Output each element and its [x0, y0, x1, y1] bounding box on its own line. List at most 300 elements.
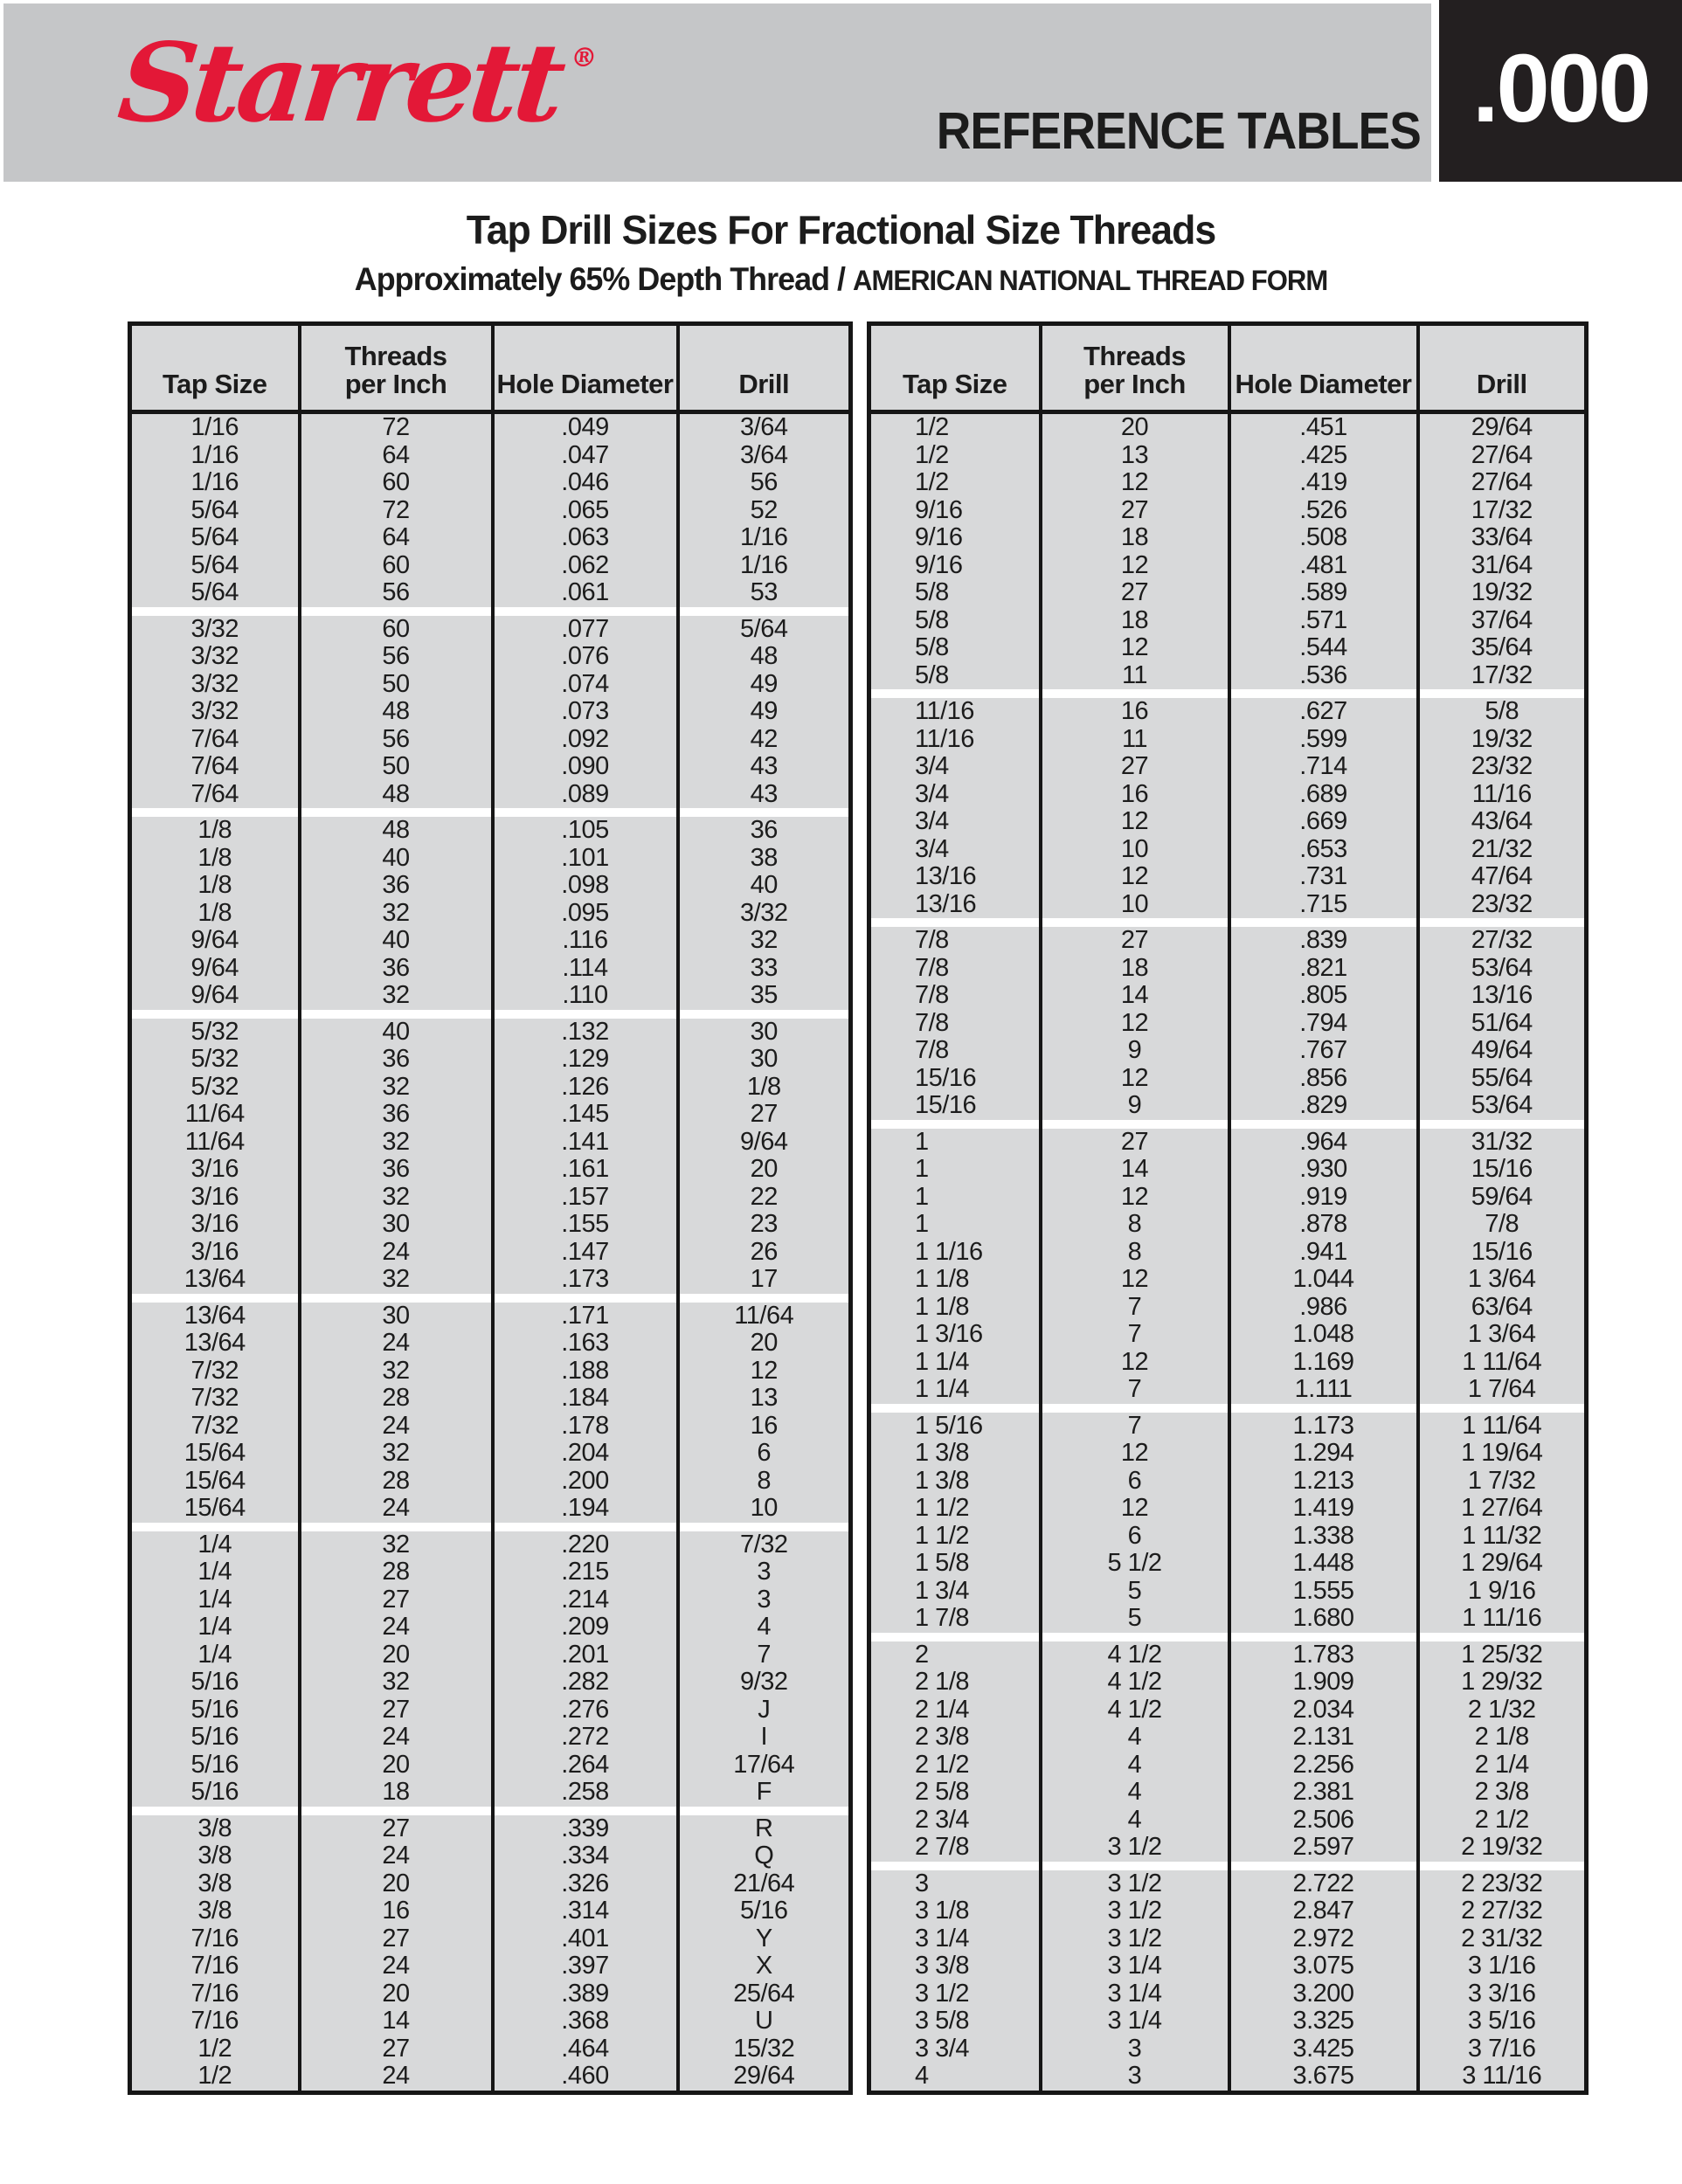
table-cell: 3 3/16	[1418, 1980, 1587, 2008]
table-cell: 1/16	[190, 413, 239, 442]
table-row	[869, 497, 1587, 525]
table-cell: .460	[493, 2063, 678, 2092]
table-row	[869, 1779, 1587, 1807]
table-cell: 1.338	[1229, 1523, 1418, 1551]
group-separator-cell	[869, 1404, 1041, 1413]
table-cell: 3 11/16	[1418, 2063, 1587, 2092]
table-cell: .163	[493, 1330, 678, 1358]
table-cell: 36	[678, 817, 851, 845]
table-cell: .076	[493, 643, 678, 671]
table-cell: 3 1/2	[1041, 1834, 1229, 1862]
table-cell: .105	[493, 817, 678, 845]
group-separator-cell	[130, 1294, 300, 1303]
table-row	[130, 900, 851, 928]
group-separator-cell	[1418, 1862, 1587, 1870]
table-cell: 16	[1041, 698, 1229, 726]
table-cell: .062	[493, 552, 678, 580]
table-cell: 7/64	[190, 780, 239, 808]
table-row	[130, 671, 851, 699]
column-header: Tap Size	[130, 324, 300, 412]
table-row	[130, 753, 851, 781]
table-cell: 11	[1041, 726, 1229, 754]
table-cell: 30	[678, 1019, 851, 1047]
table-cell: 36	[300, 1156, 493, 1184]
group-separator-cell	[1418, 689, 1587, 698]
group-separator-cell	[1418, 1404, 1587, 1413]
table-cell: 3/16	[190, 1211, 239, 1239]
table-cell: 19/32	[1418, 579, 1587, 607]
table-cell: .805	[1229, 982, 1418, 1010]
table-cell: 1.048	[1229, 1321, 1418, 1349]
table-row	[130, 1870, 851, 1898]
table-cell: 3/4	[915, 835, 949, 863]
table-cell: .178	[493, 1413, 678, 1441]
table-cell: 1/2	[915, 413, 949, 442]
group-separator-cell	[493, 607, 678, 616]
table-cell: 18	[1041, 955, 1229, 983]
table-cell: .829	[1229, 1092, 1418, 1120]
table-cell: 28	[300, 1468, 493, 1496]
table-cell: 1	[915, 1183, 929, 1211]
table-cell: 5/8	[915, 634, 949, 662]
tab-code-box	[1439, 0, 1682, 182]
table-cell: 18	[1041, 524, 1229, 552]
subtitle-caps: AMERICAN NATIONAL THREAD FORM	[853, 265, 1328, 296]
table-cell: 5	[1041, 1578, 1229, 1606]
table-cell: .401	[493, 1925, 678, 1953]
table-row	[130, 442, 851, 470]
table-cell: .276	[493, 1697, 678, 1724]
table-cell: .209	[493, 1614, 678, 1641]
table-cell: 8	[1041, 1239, 1229, 1267]
table-cell: .201	[493, 1641, 678, 1669]
table-cell: 3/32	[190, 643, 239, 671]
table-cell: 12	[1041, 469, 1229, 497]
table-cell: 3 1/4	[1041, 1980, 1229, 2008]
group-separator	[130, 1294, 851, 1303]
table-cell: 13/64	[183, 1302, 246, 1330]
table-cell: 29/64	[1418, 412, 1587, 442]
table-cell: 24	[300, 1413, 493, 1441]
table-cell: 1 1/2	[915, 1522, 969, 1550]
table-row	[130, 1752, 851, 1780]
table-cell: 3/32	[190, 615, 239, 643]
table-cell: 47/64	[1418, 863, 1587, 891]
table-cell: 7/32	[190, 1357, 239, 1385]
group-separator-cell	[869, 1633, 1041, 1641]
table-cell: 27/64	[1418, 469, 1587, 497]
table-cell: 5/32	[190, 1018, 239, 1046]
table-cell: 10	[1041, 836, 1229, 864]
table-cell: 27	[300, 1925, 493, 1953]
table-row	[869, 1697, 1587, 1724]
table-cell: 7/32	[678, 1531, 851, 1559]
table-cell: .536	[1229, 662, 1418, 690]
table-cell: 36	[300, 1046, 493, 1074]
table-cell: .215	[493, 1559, 678, 1586]
table-row	[869, 1349, 1587, 1377]
table-cell: .627	[1229, 698, 1418, 726]
table-cell: 20	[300, 1752, 493, 1780]
table-cell: 3/8	[197, 1814, 232, 1842]
table-cell: 9/16	[915, 496, 963, 524]
column-header: Drill	[1418, 324, 1587, 412]
table-cell: .116	[493, 927, 678, 955]
table-cell: 32	[300, 1440, 493, 1468]
table-cell: 9/64	[678, 1129, 851, 1157]
table-cell: .930	[1229, 1156, 1418, 1184]
table-cell: 3 1/2	[1041, 1925, 1229, 1953]
table-cell: 14	[1041, 982, 1229, 1010]
table-cell: 5/64	[190, 524, 239, 552]
table-cell: 50	[300, 753, 493, 781]
table-cell: 1/8	[678, 1074, 851, 1102]
table-cell: 1.111	[1229, 1376, 1418, 1404]
group-separator-cell	[1041, 918, 1229, 927]
table-cell: 15/16	[1418, 1239, 1587, 1267]
table-row	[869, 2063, 1587, 2092]
table-cell: 1 5/16	[915, 1412, 983, 1440]
table-cell: 20	[300, 1641, 493, 1669]
group-separator	[869, 1404, 1587, 1413]
table-cell: 32	[300, 900, 493, 928]
table-cell: 1 1/4	[915, 1376, 969, 1404]
table-cell: 20	[1041, 412, 1229, 442]
table-cell: 35/64	[1418, 634, 1587, 662]
column-header: Threads per Inch	[300, 324, 493, 412]
table-row	[869, 1156, 1587, 1184]
table-cell: 52	[678, 497, 851, 525]
table-cell: 4	[678, 1614, 851, 1641]
table-row	[130, 955, 851, 983]
table-cell: 2.506	[1229, 1807, 1418, 1835]
table-cell: .089	[493, 781, 678, 809]
table-cell: 2.597	[1229, 1834, 1418, 1862]
table-cell: 12	[1041, 1266, 1229, 1294]
table-cell: 3 1/4	[1041, 1952, 1229, 1980]
table-cell: .339	[493, 1815, 678, 1843]
table-cell: 12	[1041, 1010, 1229, 1038]
table-cell: 1 19/64	[1418, 1440, 1587, 1468]
table-cell: 20	[678, 1330, 851, 1358]
table-row	[869, 1669, 1587, 1697]
group-separator	[130, 1523, 851, 1531]
table-cell: 56	[300, 643, 493, 671]
table-row	[869, 1495, 1587, 1523]
table-cell: 5/64	[678, 616, 851, 644]
table-cell: 1/8	[197, 899, 232, 927]
table-cell: .220	[493, 1531, 678, 1559]
table-cell: 5/16	[190, 1779, 239, 1807]
table-row	[130, 927, 851, 955]
table-row	[130, 1019, 851, 1047]
table-cell: 4	[915, 2063, 929, 2091]
table-cell: 24	[300, 1842, 493, 1870]
table-cell: 1 11/32	[1418, 1523, 1587, 1551]
table-cell: 1/8	[197, 872, 232, 900]
table-cell: 5/8	[915, 661, 949, 689]
table-cell: .326	[493, 1870, 678, 1898]
table-cell: 17/32	[1418, 497, 1587, 525]
table-cell: .272	[493, 1724, 678, 1752]
group-separator-cell	[1041, 1862, 1229, 1870]
group-separator-cell	[1229, 1862, 1418, 1870]
column-header: Tap Size	[869, 324, 1041, 412]
table-cell: 5/8	[915, 606, 949, 634]
table-cell: 30	[300, 1303, 493, 1330]
table-cell: 5/32	[190, 1046, 239, 1074]
table-cell: 3/8	[197, 1842, 232, 1870]
table-cell: 1.555	[1229, 1578, 1418, 1606]
page-subtitle	[25, 261, 1657, 298]
table-cell: 32	[300, 1266, 493, 1294]
table-cell: 1 3/64	[1418, 1321, 1587, 1349]
table-cell: 15/64	[183, 1495, 246, 1523]
table-cell: 63/64	[1418, 1294, 1587, 1322]
table-row	[869, 1724, 1587, 1752]
table-row	[130, 1129, 851, 1157]
table-cell: 13/64	[183, 1266, 246, 1294]
table-cell: 21/64	[678, 1870, 851, 1898]
table-cell: .389	[493, 1980, 678, 2008]
table-cell: 3	[1041, 2063, 1229, 2092]
table-cell: .171	[493, 1303, 678, 1330]
table-cell: 32	[678, 927, 851, 955]
table-row	[869, 524, 1587, 552]
table-cell: 49	[678, 671, 851, 699]
table-cell: 27/32	[1418, 927, 1587, 955]
table-cell: 43	[678, 781, 851, 809]
table-row	[130, 1440, 851, 1468]
table-cell: 48	[678, 643, 851, 671]
table-cell: .073	[493, 698, 678, 726]
table-cell: 7	[678, 1641, 851, 1669]
table-row	[869, 927, 1587, 955]
table-cell: .599	[1229, 726, 1418, 754]
table-cell: 7/8	[915, 982, 949, 1010]
group-separator	[130, 607, 851, 616]
table-cell: 2	[915, 1641, 929, 1669]
table-cell: 1 1/8	[915, 1293, 969, 1321]
table-cell: 11/16	[1418, 781, 1587, 809]
table-cell: 22	[678, 1184, 851, 1212]
table-cell: 4 1/2	[1041, 1641, 1229, 1669]
table-row	[869, 1184, 1587, 1212]
table-cell: 1/8	[197, 844, 232, 872]
table-row	[869, 1239, 1587, 1267]
table-row	[869, 1266, 1587, 1294]
table-cell: 2 23/32	[1418, 1870, 1587, 1898]
column-header: Hole Diameter	[493, 324, 678, 412]
table-row	[130, 524, 851, 552]
table-cell: 3 5/16	[1418, 2008, 1587, 2035]
table-row	[869, 808, 1587, 836]
table-row	[869, 1523, 1587, 1551]
group-separator-cell	[493, 1807, 678, 1815]
table-cell: I	[678, 1724, 851, 1752]
table-row	[130, 982, 851, 1010]
table-cell: 28	[300, 1559, 493, 1586]
table-cell: 2.972	[1229, 1925, 1418, 1953]
table-cell: 16	[678, 1413, 851, 1441]
table-cell: 2.722	[1229, 1870, 1418, 1898]
table-cell: 6	[1041, 1523, 1229, 1551]
table-cell: 23/32	[1418, 753, 1587, 781]
group-separator-cell	[869, 689, 1041, 698]
table-cell: 56	[678, 469, 851, 497]
table-cell: 2 3/8	[915, 1724, 969, 1752]
table-cell: 5	[1041, 1605, 1229, 1633]
table-cell: .264	[493, 1752, 678, 1780]
subtitle-regular: Approximately 65% Depth Thread /	[354, 261, 854, 297]
table-row	[130, 1925, 851, 1953]
table-cell: .090	[493, 753, 678, 781]
table-cell: 12	[678, 1358, 851, 1386]
group-separator-cell	[678, 1294, 851, 1303]
table-cell: 12	[1041, 1349, 1229, 1377]
table-cell: 1 11/64	[1418, 1349, 1587, 1377]
tab-code: .000	[1471, 34, 1650, 142]
table-row	[130, 1330, 851, 1358]
table-cell: .046	[493, 469, 678, 497]
table-cell: 40	[300, 845, 493, 873]
table-cell: 1/4	[197, 1559, 232, 1586]
table-cell: 1.044	[1229, 1266, 1418, 1294]
table-cell: 2 1/2	[1418, 1807, 1587, 1835]
table-cell: 9/64	[190, 927, 239, 955]
group-separator-cell	[130, 808, 300, 817]
table-cell: 9/16	[915, 524, 963, 552]
table-cell: 60	[300, 552, 493, 580]
table-cell: 16	[300, 1897, 493, 1925]
table-cell: 1 3/4	[915, 1577, 969, 1605]
group-separator-cell	[1229, 1120, 1418, 1129]
table-cell: 24	[300, 1724, 493, 1752]
table-cell: .821	[1229, 955, 1418, 983]
table-row	[869, 634, 1587, 662]
table-row	[869, 1897, 1587, 1925]
table-cell: 53/64	[1418, 955, 1587, 983]
table-cell: 3 1/4	[1041, 2008, 1229, 2035]
table-cell: 14	[300, 2008, 493, 2035]
table-cell: 9	[1041, 1037, 1229, 1065]
table-cell: 5/16	[190, 1669, 239, 1697]
table-cell: 56	[300, 726, 493, 754]
table-cell: 2.381	[1229, 1779, 1418, 1807]
table-row	[130, 1358, 851, 1386]
table-cell: 1 25/32	[1418, 1641, 1587, 1669]
table-cell: .314	[493, 1897, 678, 1925]
group-separator	[869, 1120, 1587, 1129]
table-cell: 20	[300, 1980, 493, 2008]
table-cell: .114	[493, 955, 678, 983]
table-cell: 3	[678, 1559, 851, 1586]
table-cell: .157	[493, 1184, 678, 1212]
table-row	[130, 1266, 851, 1294]
group-separator	[130, 1807, 851, 1815]
table-cell: .132	[493, 1019, 678, 1047]
table-cell: 2.847	[1229, 1897, 1418, 1925]
table-cell: 1/8	[197, 817, 232, 845]
table-cell: 24	[300, 1330, 493, 1358]
table-cell: 3/4	[915, 753, 949, 781]
table-cell: 27	[300, 1815, 493, 1843]
table-cell: 9/16	[915, 551, 963, 579]
table-cell: 36	[300, 955, 493, 983]
table-cell: 1/2	[915, 441, 949, 469]
table-row	[130, 1239, 851, 1267]
table-cell: 2 3/4	[915, 1806, 969, 1834]
table-cell: .419	[1229, 469, 1418, 497]
table-cell: 48	[300, 781, 493, 809]
table-cell: 2 19/32	[1418, 1834, 1587, 1862]
table-cell: 40	[300, 1019, 493, 1047]
table-cell: 1 1/4	[915, 1348, 969, 1376]
table-cell: .571	[1229, 607, 1418, 635]
table-row	[869, 982, 1587, 1010]
table-cell: .767	[1229, 1037, 1418, 1065]
table-cell: 7/16	[190, 1925, 239, 1952]
table-cell: 1 7/8	[915, 1605, 969, 1633]
table-row	[130, 2008, 851, 2035]
table-cell: .095	[493, 900, 678, 928]
table-cell: 1 11/16	[1418, 1605, 1587, 1633]
table-row	[869, 1807, 1587, 1835]
table-row	[869, 442, 1587, 470]
table-header-row	[130, 324, 851, 412]
table-cell: 27	[1041, 1129, 1229, 1157]
table-row	[130, 1303, 851, 1330]
table-cell: 1/4	[197, 1531, 232, 1559]
table-cell: .065	[493, 497, 678, 525]
table-cell: R	[678, 1815, 851, 1843]
table-cell: .464	[493, 2035, 678, 2063]
table-cell: F	[678, 1779, 851, 1807]
table-row	[869, 1211, 1587, 1239]
table-cell: .101	[493, 845, 678, 873]
table-header-row	[869, 324, 1587, 412]
table-cell: 1 27/64	[1418, 1495, 1587, 1523]
table-cell: 72	[300, 412, 493, 442]
table-cell: .047	[493, 442, 678, 470]
table-cell: 12	[1041, 1184, 1229, 1212]
group-separator-cell	[869, 918, 1041, 927]
tap-drill-table-right	[867, 321, 1589, 2095]
table-row	[869, 662, 1587, 690]
table-cell: .589	[1229, 579, 1418, 607]
table-cell: .194	[493, 1495, 678, 1523]
table-cell: .919	[1229, 1184, 1418, 1212]
table-cell: 59/64	[1418, 1184, 1587, 1212]
table-row	[130, 1413, 851, 1441]
table-cell: 40	[678, 872, 851, 900]
table-row	[869, 1092, 1587, 1120]
table-cell: 5/16	[190, 1751, 239, 1779]
table-cell: 3/16	[190, 1238, 239, 1266]
table-cell: 5/16	[190, 1696, 239, 1724]
table-cell: 17/64	[678, 1752, 851, 1780]
table-row	[869, 2008, 1587, 2035]
table-cell: 32	[300, 982, 493, 1010]
table-cell: 32	[300, 1669, 493, 1697]
table-cell: 48	[300, 817, 493, 845]
table-cell: .397	[493, 1952, 678, 1980]
table-cell: 2 1/4	[915, 1696, 969, 1724]
starrett-logo	[113, 19, 599, 149]
table-row	[130, 1641, 851, 1669]
table-cell: 5/16	[190, 1724, 239, 1752]
group-separator-cell	[493, 1523, 678, 1531]
